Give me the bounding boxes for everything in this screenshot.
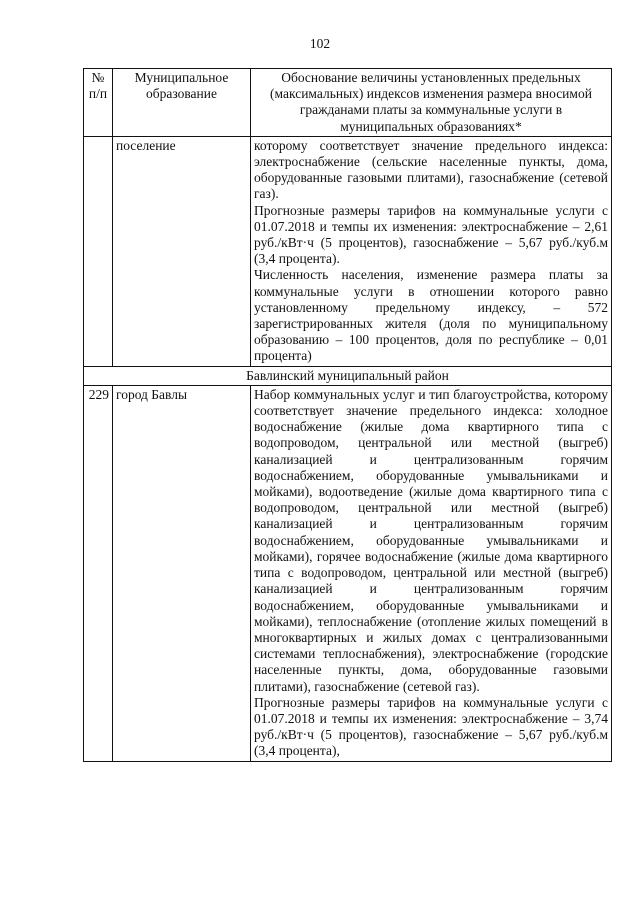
justification-cell: [251, 385, 612, 761]
tariff-index-table: [83, 68, 612, 762]
justification-paragraph: Прогнозные размеры тарифов на коммунальные услуги с 01.07.2018 и темпы их изменения: электроснабжение – 3,74 руб./кВт·ч (5 процентов), газоснабжение – 5,67 руб./куб.м (3,4 процента),: [254, 694, 608, 759]
justification-paragraph: которому соответствует значение предельного индекса: электроснабжение (сельские населенные пункты, дома, оборудованные газовыми плитами), газоснабжение (сетевой газ).: [254, 137, 608, 202]
municipality-cell: поселение: [113, 136, 251, 366]
district-name: Бавлинский муниципальный район: [84, 366, 612, 385]
header-municipality: Муниципальное образование: [113, 69, 251, 137]
justification-cell: [251, 136, 612, 366]
justification-paragraph: Численность населения, изменение размера платы за коммунальные услуги в отношении которого равно установленному предельному индексу, – 572 зарегистрированных жителя (доля по муниципальному образованию – 100 процентов, доля по республике – 0,01 процента): [254, 267, 608, 364]
page-number: 102: [309, 36, 331, 51]
table-header-row: [84, 69, 612, 137]
header-justification: Обоснование величины установленных предельных (максимальных) индексов изменения размера вносимой гражданами платы за коммунальные услуги в муниципальных образованиях*: [251, 69, 612, 137]
table-row: [84, 385, 612, 761]
municipality-cell: город Бавлы: [113, 385, 251, 761]
row-num: [84, 136, 113, 366]
table-row: [84, 136, 612, 366]
header-num: № п/п: [84, 69, 113, 137]
row-num: 229: [84, 385, 113, 761]
justification-paragraph: Набор коммунальных услуг и тип благоустройства, которому соответствует значение предельного индекса: холодное водоснабжение (жилые дома квартирного типа с водопроводом, центральной или местной (выгреб) канализацией и централизованным горячим водоснабжением, оборудованные умывальниками и мойками), водоотведение (жилые дома квартирного типа с водопроводом, центральной или местной (выгреб) канализацией и централизованным горячим водоснабжением, оборудованные умывальниками и мойками), горячее водоснабжение (жилые дома квартирного типа с водопроводом, центральной или местной (выгреб) канализацией и централизованным горячим водоснабжением, оборудованные умывальниками и мойками), теплоснабжение (отопление жилых помещений в многоквартирных и жилых домах с централизованными системами теплоснабжения), электроснабжение (городские населенные пункты, дома, оборудованные газовыми плитами), газоснабжение (сетевой газ).: [254, 386, 608, 694]
justification-paragraph: Прогнозные размеры тарифов на коммунальные услуги с 01.07.2018 и темпы их изменения: электроснабжение – 2,61 руб./кВт·ч (5 процентов), газоснабжение – 5,67 руб./куб.м (3,4 процента).: [254, 202, 608, 267]
district-row: [84, 366, 612, 385]
